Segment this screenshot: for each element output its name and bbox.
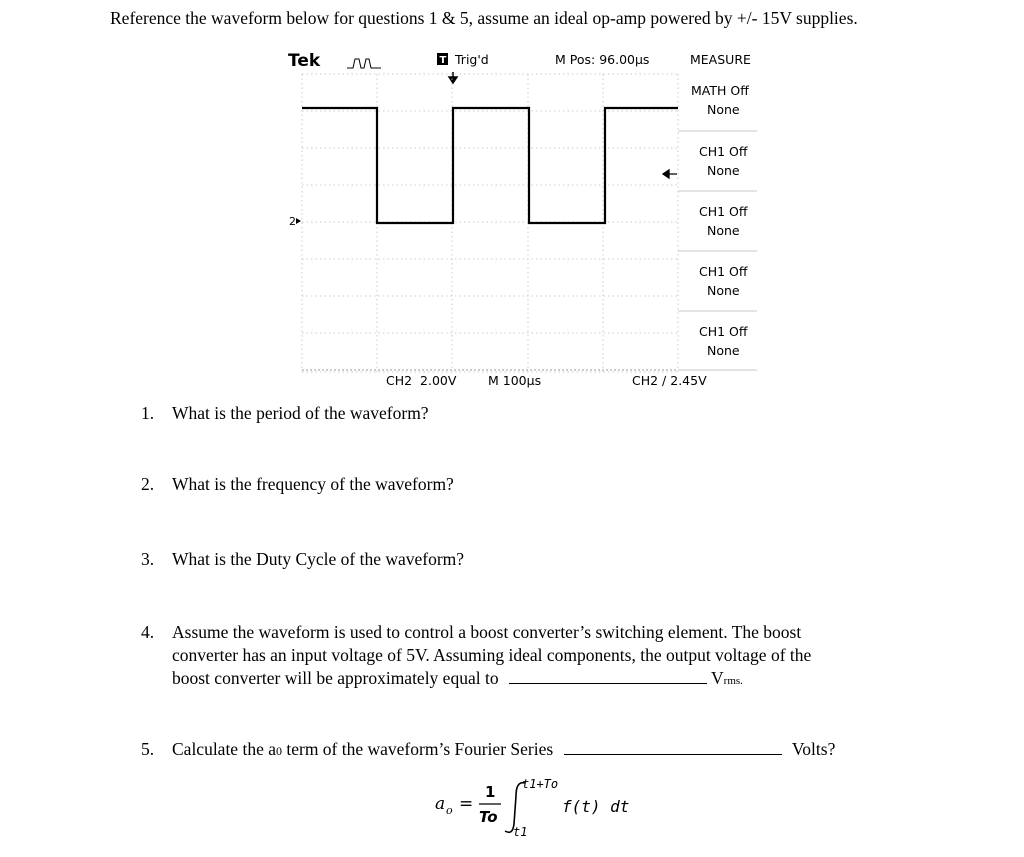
- formula-lhs-sub: o: [446, 804, 453, 817]
- measure-source[interactable]: MATH Off: [691, 83, 749, 98]
- measure-value: None: [707, 102, 740, 117]
- question-4: [141, 621, 1001, 693]
- m-pos-readout: M Pos: 96.00µs: [555, 52, 650, 67]
- question-1: [141, 402, 941, 426]
- graticule-grid: [302, 74, 678, 372]
- integral-lower-limit: t1: [513, 825, 528, 839]
- question-text: term of the waveform’s Fourier Series: [281, 739, 554, 759]
- question-number: 3.: [141, 549, 155, 569]
- oscilloscope-screen: [285, 47, 765, 392]
- measure-menu-title[interactable]: MEASURE: [690, 52, 751, 67]
- formula-lhs: a: [435, 794, 446, 814]
- unit-label: Vrms.: [711, 668, 743, 688]
- measure-value: None: [707, 283, 740, 298]
- subscript: 0: [275, 744, 282, 758]
- unit-label: Volts?: [791, 739, 836, 759]
- measure-source[interactable]: CH1 Off: [699, 144, 748, 159]
- measure-source[interactable]: CH1 Off: [699, 204, 748, 219]
- trigger-level-arrow-icon: [663, 170, 677, 178]
- question-number: 4.: [141, 622, 155, 642]
- formula-equals: =: [459, 794, 474, 814]
- question-number: 2.: [141, 474, 155, 494]
- intro-paragraph: Reference the waveform below for questions 1 & 5, assume an ideal op-amp powered by +/- 15V supplies.: [110, 8, 858, 28]
- question-number: 5.: [141, 739, 155, 759]
- question-2: [141, 473, 941, 497]
- question-text-line: converter has an input voltage of 5V. Assuming ideal components, the output voltage of the: [172, 645, 812, 665]
- ch2-marker-label: 2: [289, 215, 296, 228]
- fourier-a0-formula: [430, 772, 670, 842]
- answer-blank[interactable]: [564, 740, 782, 755]
- question-text-line: [172, 667, 1002, 693]
- measure-panel: [678, 83, 757, 370]
- time-per-div: M 100µs: [488, 373, 542, 388]
- trigger-status: Trig'd: [455, 52, 489, 67]
- formula-denominator: To: [479, 808, 498, 826]
- ch2-volts-per-div: CH2 2.00V: [386, 373, 457, 388]
- ch2-marker-arrow-icon: [296, 218, 301, 224]
- question-text-line: Assume the waveform is used to control a boost converter’s switching element. The boost: [172, 622, 802, 642]
- question-text: boost converter will be approximately equal to: [172, 668, 499, 688]
- trigger-source-level: CH2 ∕ 2.45V: [632, 373, 707, 388]
- question-text: Calculate the a: [172, 739, 276, 759]
- scope-brand: Tek: [288, 51, 321, 71]
- question-number: 1.: [141, 403, 155, 423]
- question-5: [141, 738, 1001, 762]
- ch2-square-waveform: [302, 108, 678, 223]
- question-text: What is the period of the waveform?: [172, 403, 429, 423]
- measure-value: None: [707, 343, 740, 358]
- question-text: What is the Duty Cycle of the waveform?: [172, 549, 465, 569]
- integral-upper-limit: t1+To: [522, 777, 559, 791]
- formula-integrand: f(t) dt: [562, 797, 630, 816]
- trigger-badge-letter: T: [439, 55, 447, 66]
- measure-value: None: [707, 223, 740, 238]
- formula-numerator: 1: [485, 783, 496, 801]
- measure-source[interactable]: CH1 Off: [699, 264, 748, 279]
- trigger-pulse-icon: [347, 59, 381, 68]
- measure-source[interactable]: CH1 Off: [699, 324, 748, 339]
- question-text: What is the frequency of the waveform?: [172, 474, 454, 494]
- answer-blank[interactable]: [509, 669, 707, 684]
- question-3: [141, 548, 941, 572]
- measure-value: None: [707, 163, 740, 178]
